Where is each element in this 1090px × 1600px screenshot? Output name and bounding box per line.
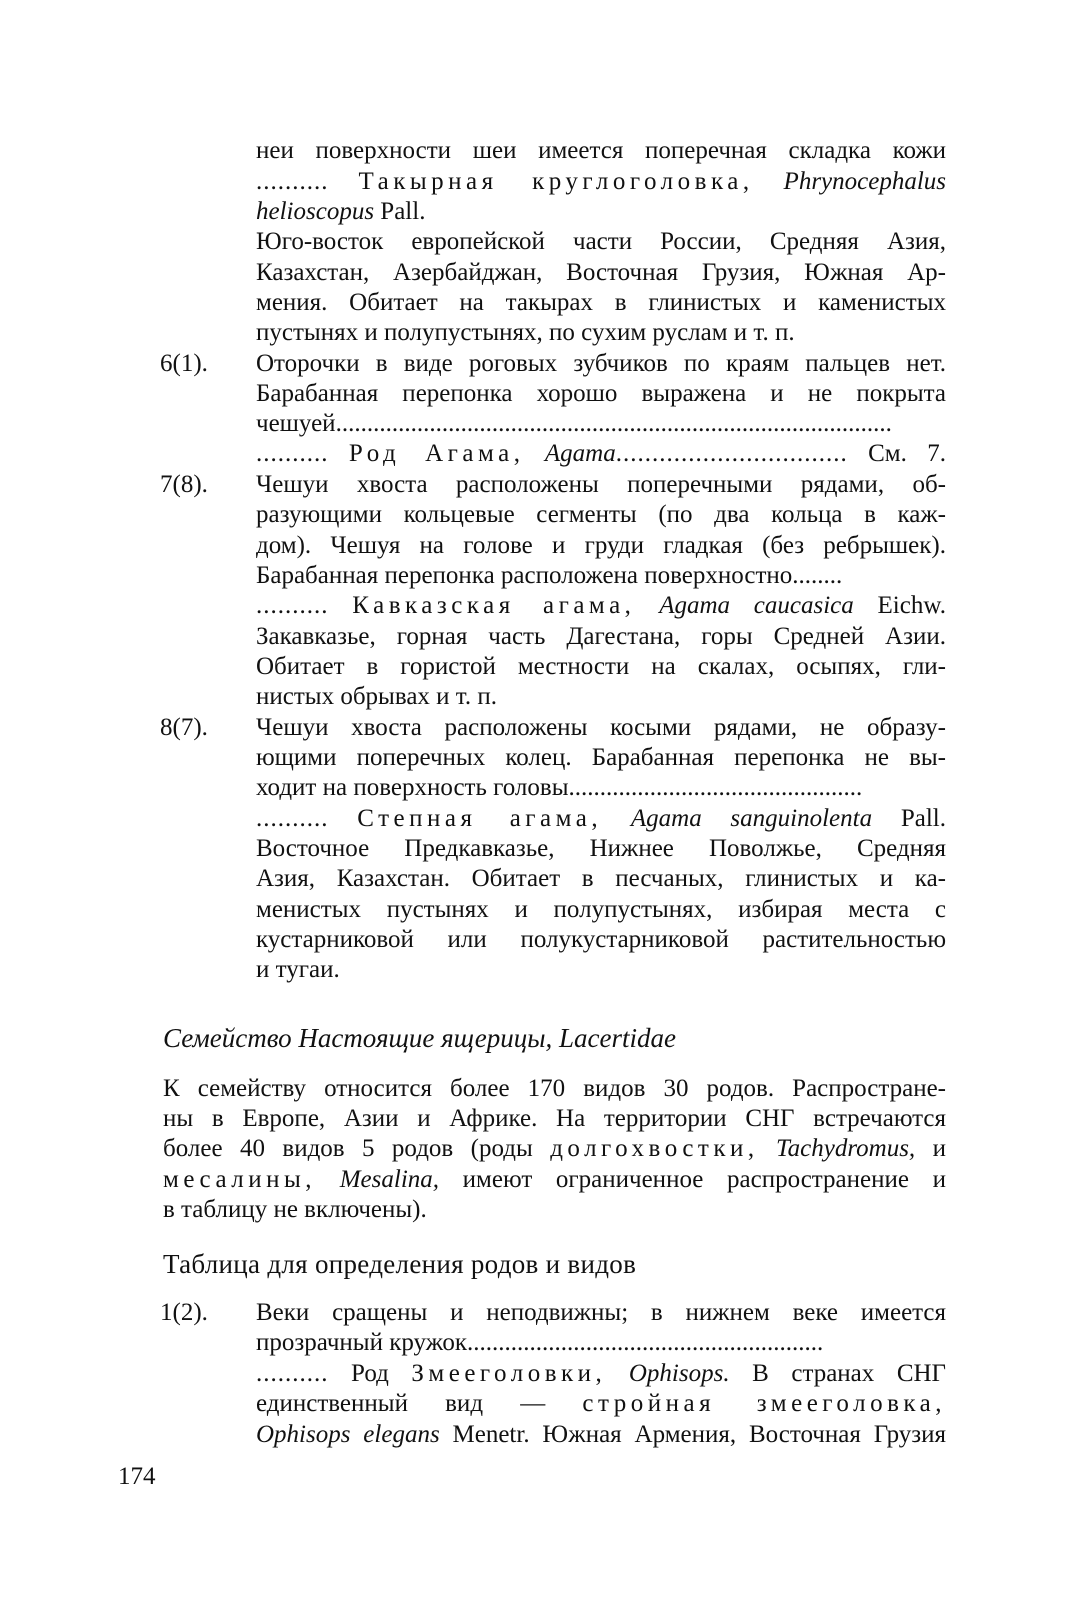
text-line: Закавказье, горная часть Дагестана, горы Средней Азии.	[256, 623, 946, 650]
key-number: 1(2).	[160, 1299, 208, 1326]
text-line: .......... Род Агама, Agama................................ См. 7.	[256, 440, 946, 467]
text-line: Чешуи хвоста расположены косыми рядами, не образу-	[256, 714, 946, 741]
paragraph-line: более 40 видов 5 родов (роды долгохвостки, Tachydromus, и	[163, 1135, 946, 1162]
text-line: и тугаи.	[256, 956, 340, 983]
family-heading: Семейство Настоящие ящерицы, Lacertidae	[163, 1023, 676, 1053]
text-line: ходит на поверхность головы...............................................	[256, 774, 863, 801]
text-line: нистых обрывах и т. п.	[256, 683, 497, 710]
key-number: 6(1).	[160, 350, 208, 377]
text-line: неи поверхности шеи имеется поперечная складка кожи	[256, 137, 946, 164]
text-line: .......... Род Змееголовки, Ophisops. В странах СНГ	[256, 1360, 946, 1387]
text-line: кустарниковой или полукустарниковой растительностью	[256, 926, 946, 953]
text-line: Восточное Предкавказье, Нижнее Поволжье, Средняя	[256, 835, 946, 862]
text-line: Чешуи хвоста расположены поперечными рядами, об-	[256, 471, 946, 498]
paragraph-line: месалины, Mesalina, имеют ограниченное распространение и	[163, 1166, 946, 1193]
text-line: менистых пустынях и полупустынях, избирая места с	[256, 896, 946, 923]
table-heading: Таблица для определения родов и видов	[163, 1249, 637, 1279]
text-line: helioscopus Pall.	[256, 198, 426, 225]
text-line: .......... Такырная круглоголовка, Phrynocephalus	[256, 168, 946, 195]
text-line: Обитает в гористой местности на скалах, осыпях, гли-	[256, 653, 946, 680]
text-line: Барабанная перепонка расположена поверхностно........	[256, 562, 843, 589]
text-line: Ophisops elegans Menetr. Южная Армения, Восточная Грузия	[256, 1421, 946, 1448]
paragraph-line: К семейству относится более 170 видов 30 родов. Распростране-	[163, 1075, 946, 1102]
text-line: дом). Чешуя на голове и груди гладкая (без ребрышек).	[256, 532, 946, 559]
text-line: разующими кольцевые сегменты (по два кольца в каж-	[256, 501, 946, 528]
key-number: 7(8).	[160, 471, 208, 498]
paragraph-line: ны в Европе, Азии и Африке. На территории СНГ встречаются	[163, 1105, 946, 1132]
text-line: пустынях и полупустынях, по сухим руслам и т. п.	[256, 319, 795, 346]
text-line: Юго-восток европейской части России, Средняя Азия,	[256, 228, 946, 255]
text-line: Азия, Казахстан. Обитает в песчаных, глинистых и ка-	[256, 865, 946, 892]
text-line: .......... Степная агама, Agama sanguinolenta Pall.	[256, 805, 946, 832]
text-line: единственный вид — стройная змееголовка,	[256, 1390, 946, 1417]
text-line: Казахстан, Азербайджан, Восточная Грузия, Южная Ар-	[256, 259, 946, 286]
text-line: Веки сращены и неподвижны; в нижнем веке имеется	[256, 1299, 946, 1326]
text-line: .......... Кавказская агама, Agama caucasica Eichw.	[256, 592, 946, 619]
text-line: прозрачный кружок.........................................................	[256, 1329, 824, 1356]
text-line: Оторочки в виде роговых зубчиков по краям пальцев нет.	[256, 350, 946, 377]
paragraph-line: в таблицу не включены).	[163, 1196, 427, 1223]
text-line: Барабанная перепонка хорошо выражена и не покрыта	[256, 380, 946, 407]
page-number: 174	[118, 1463, 156, 1490]
text-line: ющими поперечных колец. Барабанная перепонка не вы-	[256, 744, 946, 771]
text-line: чешуей.........................................................................................	[256, 410, 892, 437]
key-number: 8(7).	[160, 714, 208, 741]
text-line: мения. Обитает на такырах в глинистых и каменистых	[256, 289, 946, 316]
